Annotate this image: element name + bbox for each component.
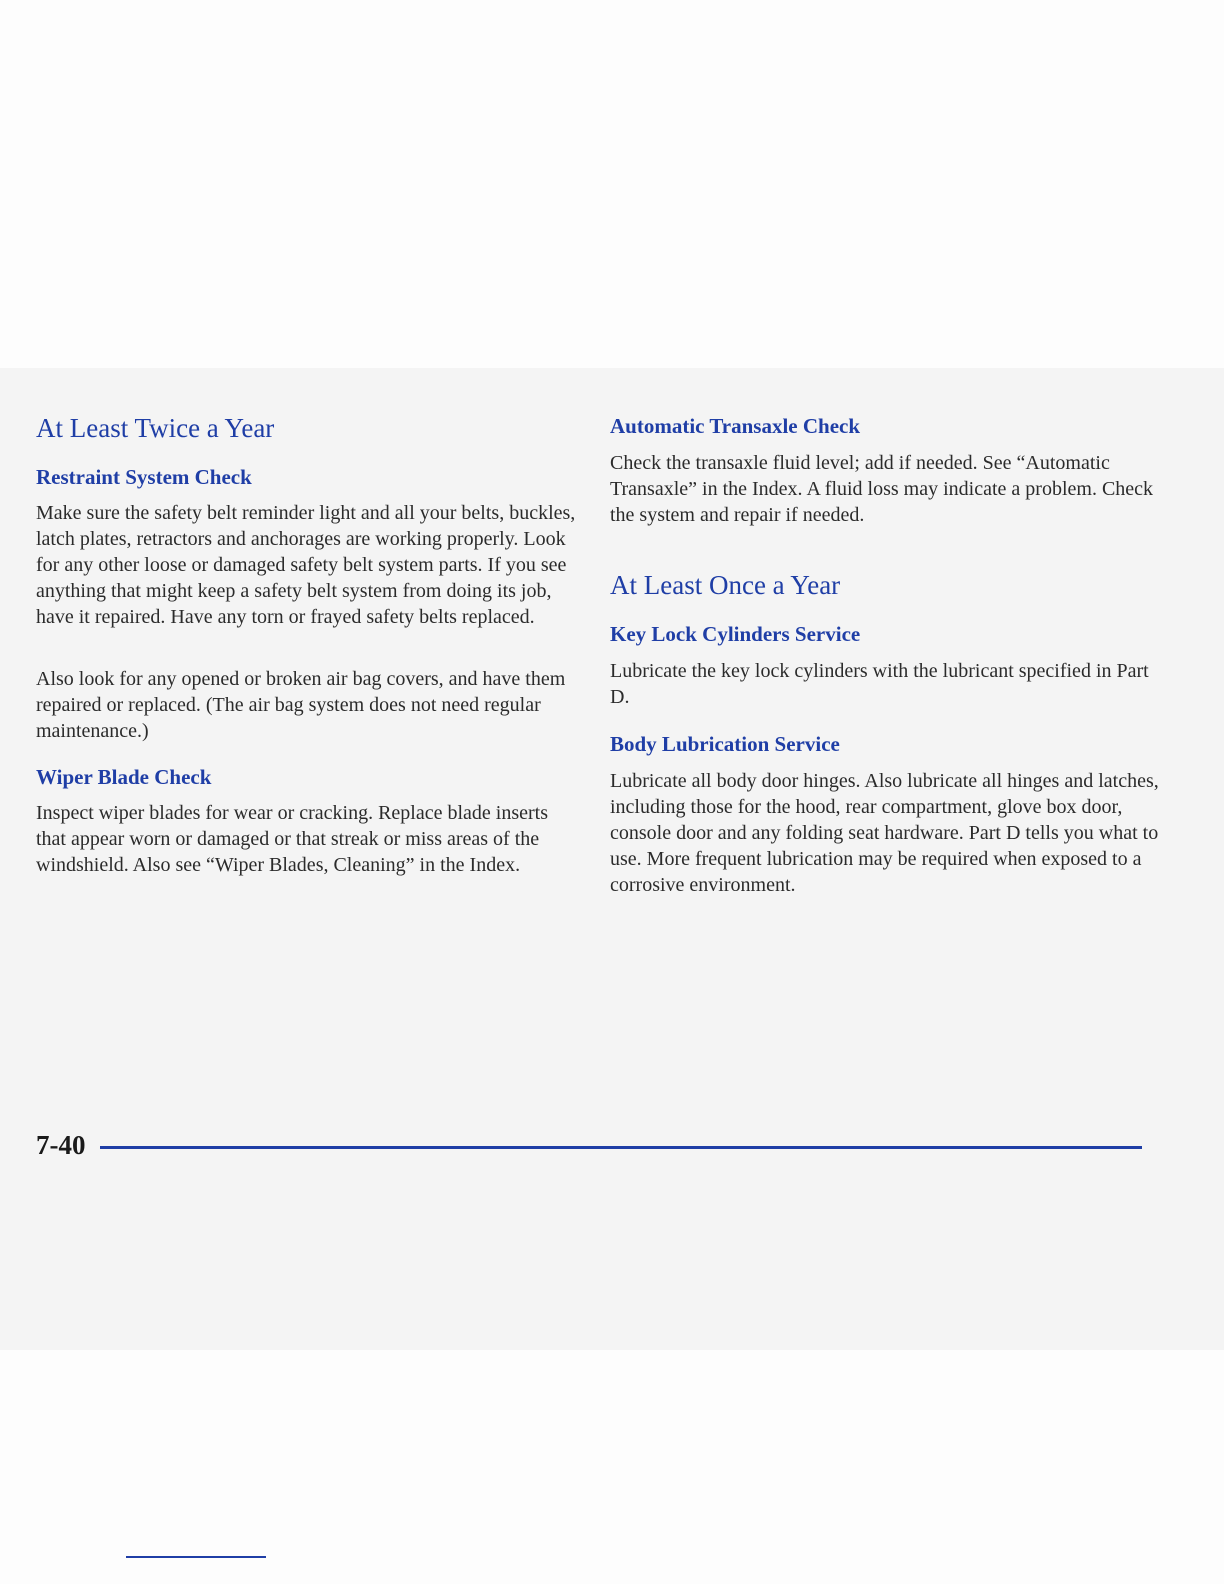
bottom-rule xyxy=(126,1556,266,1558)
wiper-blade-para: Inspect wiper blades for wear or cracking. Replace blade inserts that appear worn or damaged or that streak or miss areas of the windshield. Also see “Wiper Blades, Cleaning” in the Index. xyxy=(36,802,549,876)
restraint-system-para-2: Also look for any opened or broken air bag covers, and have them repaired or replaced. (The air bag system does not need regular maintenance.) xyxy=(36,668,566,742)
footer-rule xyxy=(100,1146,1142,1149)
section-title-once-a-year: At Least Once a Year xyxy=(610,570,841,600)
manual-page xyxy=(0,368,1224,1350)
section-title-twice-a-year: At Least Twice a Year xyxy=(36,413,275,443)
page-number: 7-40 xyxy=(36,1130,86,1160)
wiper-blade-heading: Wiper Blade Check xyxy=(36,765,212,789)
body-lubrication-heading: Body Lubrication Service xyxy=(610,732,840,756)
restraint-system-para-1: Make sure the safety belt reminder light and all your belts, buckles, latch plates, retractors and anchorages are working properly. Look for any other loose or damaged safety belt system parts. If you see anything that might keep a safety belt system from doing its job, have it repaired. Have any torn or frayed safety belts replaced. xyxy=(36,502,576,628)
key-lock-heading: Key Lock Cylinders Service xyxy=(610,622,861,646)
automatic-transaxle-heading: Automatic Transaxle Check xyxy=(610,414,861,438)
key-lock-para: Lubricate the key lock cylinders with the lubricant specified in Part D. xyxy=(610,660,1149,708)
restraint-system-heading: Restraint System Check xyxy=(36,465,252,489)
body-lubrication-para: Lubricate all body door hinges. Also lubricate all hinges and latches, including those for the hood, rear compartment, glove box door, console door and any folding seat hardware. Part D tells you what to use. More frequent lubrication may be required when exposed to a corrosive environment. xyxy=(610,770,1159,896)
automatic-transaxle-para: Check the transaxle fluid level; add if needed. See “Automatic Transaxle” in the Index. A fluid loss may indicate a problem. Check the system and repair if needed. xyxy=(610,452,1154,526)
